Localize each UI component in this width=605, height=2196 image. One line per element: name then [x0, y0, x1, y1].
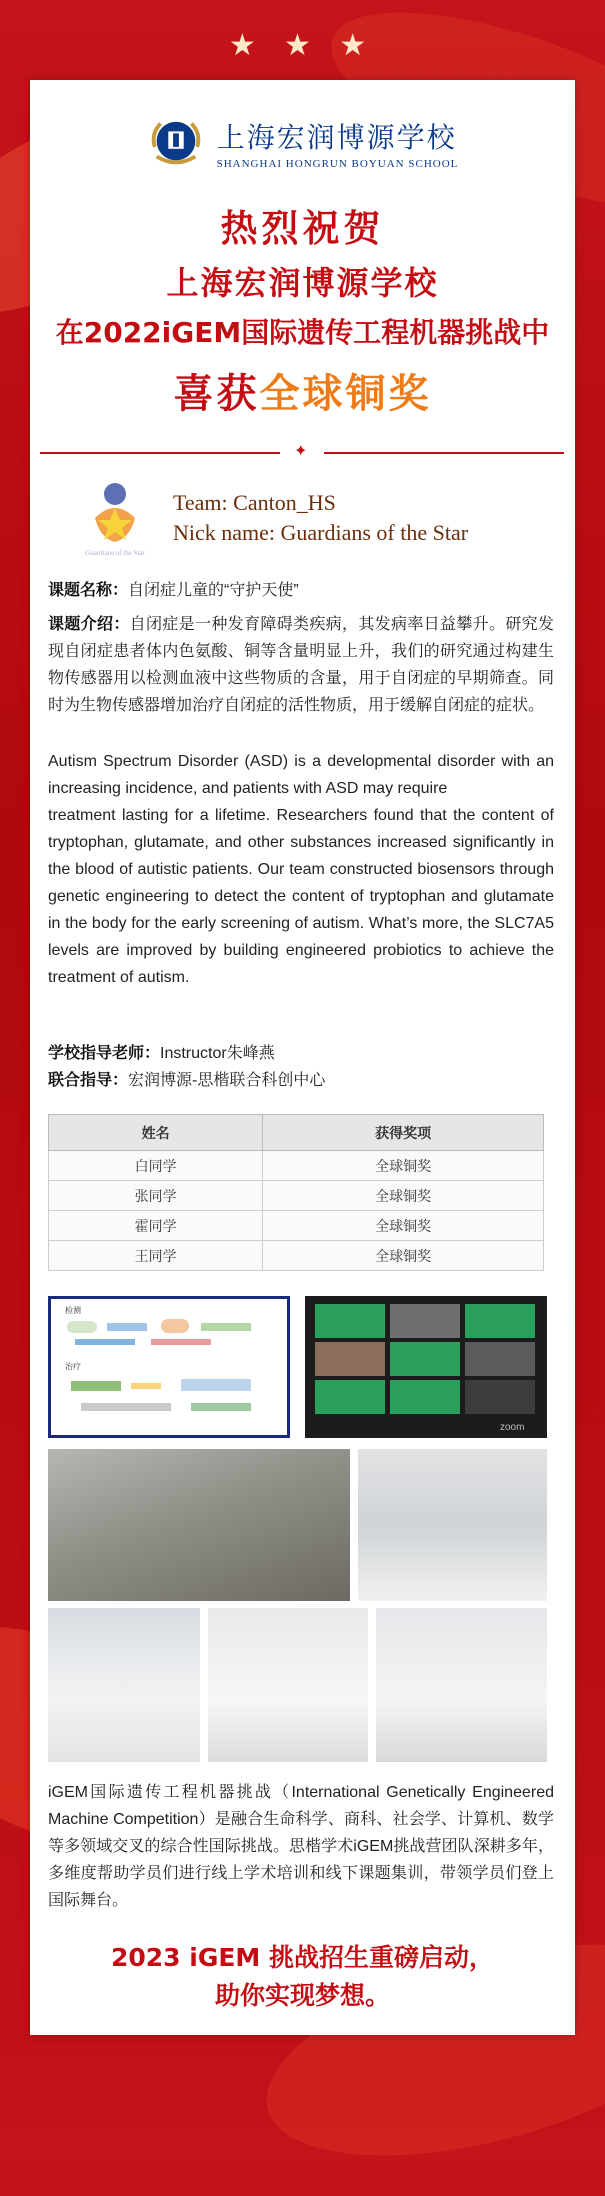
student-award: 全球铜奖	[263, 1241, 544, 1271]
zoom-label: zoom	[500, 1422, 525, 1433]
igem-description: iGEM国际遗传工程机器挑战（International Genetically Engineered Machine Competition）是融合生命科学、商科、社会学、计算机、数学等多领域交叉的综合性国际挑战。思楷学术iGEM挑战营团队深耕多年，多维度帮助学员们进行线上学术培训和线下课题集训，带领学员们登上国际舞台。	[48, 1784, 554, 1909]
student-award: 全球铜奖	[263, 1151, 544, 1181]
cta-line-1: 2023 iGEM 挑战招生重磅启动，	[110, 1943, 495, 1972]
divider-line-left	[40, 452, 280, 454]
award-table-header	[49, 1115, 544, 1151]
student-name: 白同学	[49, 1151, 263, 1181]
school-name-cn: 上海宏润博源学校	[216, 121, 457, 154]
lab-photo-3	[376, 1608, 547, 1762]
headline-competition: 在2022iGEM国际遗传工程机器挑战中	[55, 316, 550, 349]
diagram-label-treat: 治疗	[65, 1362, 81, 1371]
project-title-value: 自闭症儿童的“守护天使”	[128, 582, 299, 599]
joint-guidance-value: 宏润博源-思楷联合科创中心	[128, 1072, 326, 1089]
school-emblem-icon	[147, 114, 205, 172]
project-intro-en	[48, 748, 554, 991]
project-intro-label: 课题介绍：	[48, 616, 130, 633]
headline-congrats: 热烈祝贺	[220, 207, 385, 250]
table-row	[49, 1181, 544, 1211]
student-name: 张同学	[49, 1181, 263, 1211]
lab-photo-1	[48, 1608, 200, 1762]
school-name-en: SHANGHAI HONGRUN BOYUAN SCHOOL	[216, 158, 459, 170]
joint-guidance-label: 联合指导：	[48, 1072, 129, 1089]
group-photo	[358, 1449, 547, 1601]
divider-diamond-icon: ✦	[294, 443, 308, 460]
project-intro-en-line2: treatment lasting for a lifetime. Researchers found that the content of tryptophan, glutamate, and other substances increased significantly in the blood of autistic patients. Our team constructed biosensors through genetic engineering to detect the content of tryptophan and glutamate in the body for the early screening of autism. What’s more, the SLC7A5 levels are improved by building engineered probiotics to achieve the treatment of autism.	[48, 807, 554, 986]
student-award: 全球铜奖	[263, 1181, 544, 1211]
school-instructor-value: Instructor朱峰燕	[160, 1045, 275, 1062]
student-name: 霍同学	[49, 1211, 263, 1241]
student-award: 全球铜奖	[263, 1211, 544, 1241]
table-row	[49, 1151, 544, 1181]
zoom-meeting-screenshot	[305, 1296, 547, 1438]
award-table-header-name: 姓名	[49, 1115, 263, 1151]
table-row	[49, 1211, 544, 1241]
headline-award-highlight: 全球铜奖	[259, 371, 432, 417]
award-table	[48, 1114, 544, 1271]
project-intro-en-line1: Autism Spectrum Disorder (ASD) is a developmental disorder with an increasing incidence, and patients with ASD may require	[48, 753, 554, 797]
headline-award	[30, 362, 575, 419]
project-diagram-image	[48, 1296, 290, 1438]
team-info	[173, 488, 468, 548]
headline-award-prefix: 喜获	[173, 371, 260, 417]
school-logo	[30, 114, 575, 172]
table-row	[49, 1241, 544, 1271]
headline-school: 上海宏润博源学校	[166, 264, 439, 302]
school-instructor-label: 学校指导老师：	[48, 1045, 161, 1062]
team-name: Team: Canton_HS	[173, 490, 336, 515]
stars-decoration: ★ ★ ★	[228, 29, 377, 62]
award-table-header-award: 获得奖项	[263, 1115, 544, 1151]
joint-guidance	[48, 1067, 554, 1094]
school-instructor	[48, 1040, 554, 1067]
cta-line-2: 助你实现梦想。	[214, 1981, 390, 2010]
lab-photo-2	[208, 1608, 368, 1762]
classroom-photo	[48, 1449, 350, 1601]
project-intro-cn-text: 自闭症是一种发育障碍类疾病，其发病率日益攀升。研究发现自闭症患者体内色氨酸、铜等含量明显上升，我们的研究通过构建生物传感器用以检测血液中这些物质的含量，用于自闭症的早期筛查。同时为生物传感器增加治疗自闭症的活性物质，用于缓解自闭症的症状。	[48, 616, 554, 714]
poster-card	[30, 80, 575, 2035]
team-nickname: Nick name: Guardians of the Star	[173, 520, 469, 545]
project-title-label: 课题名称：	[48, 582, 129, 599]
project-intro-cn	[48, 611, 554, 719]
team-logo	[70, 478, 160, 558]
diagram-label-detect: 检测	[65, 1306, 81, 1315]
team-logo-caption: Guardians of the Star	[85, 549, 145, 557]
student-name: 王同学	[49, 1241, 263, 1271]
divider-line-right	[324, 452, 564, 454]
project-title	[48, 577, 554, 604]
